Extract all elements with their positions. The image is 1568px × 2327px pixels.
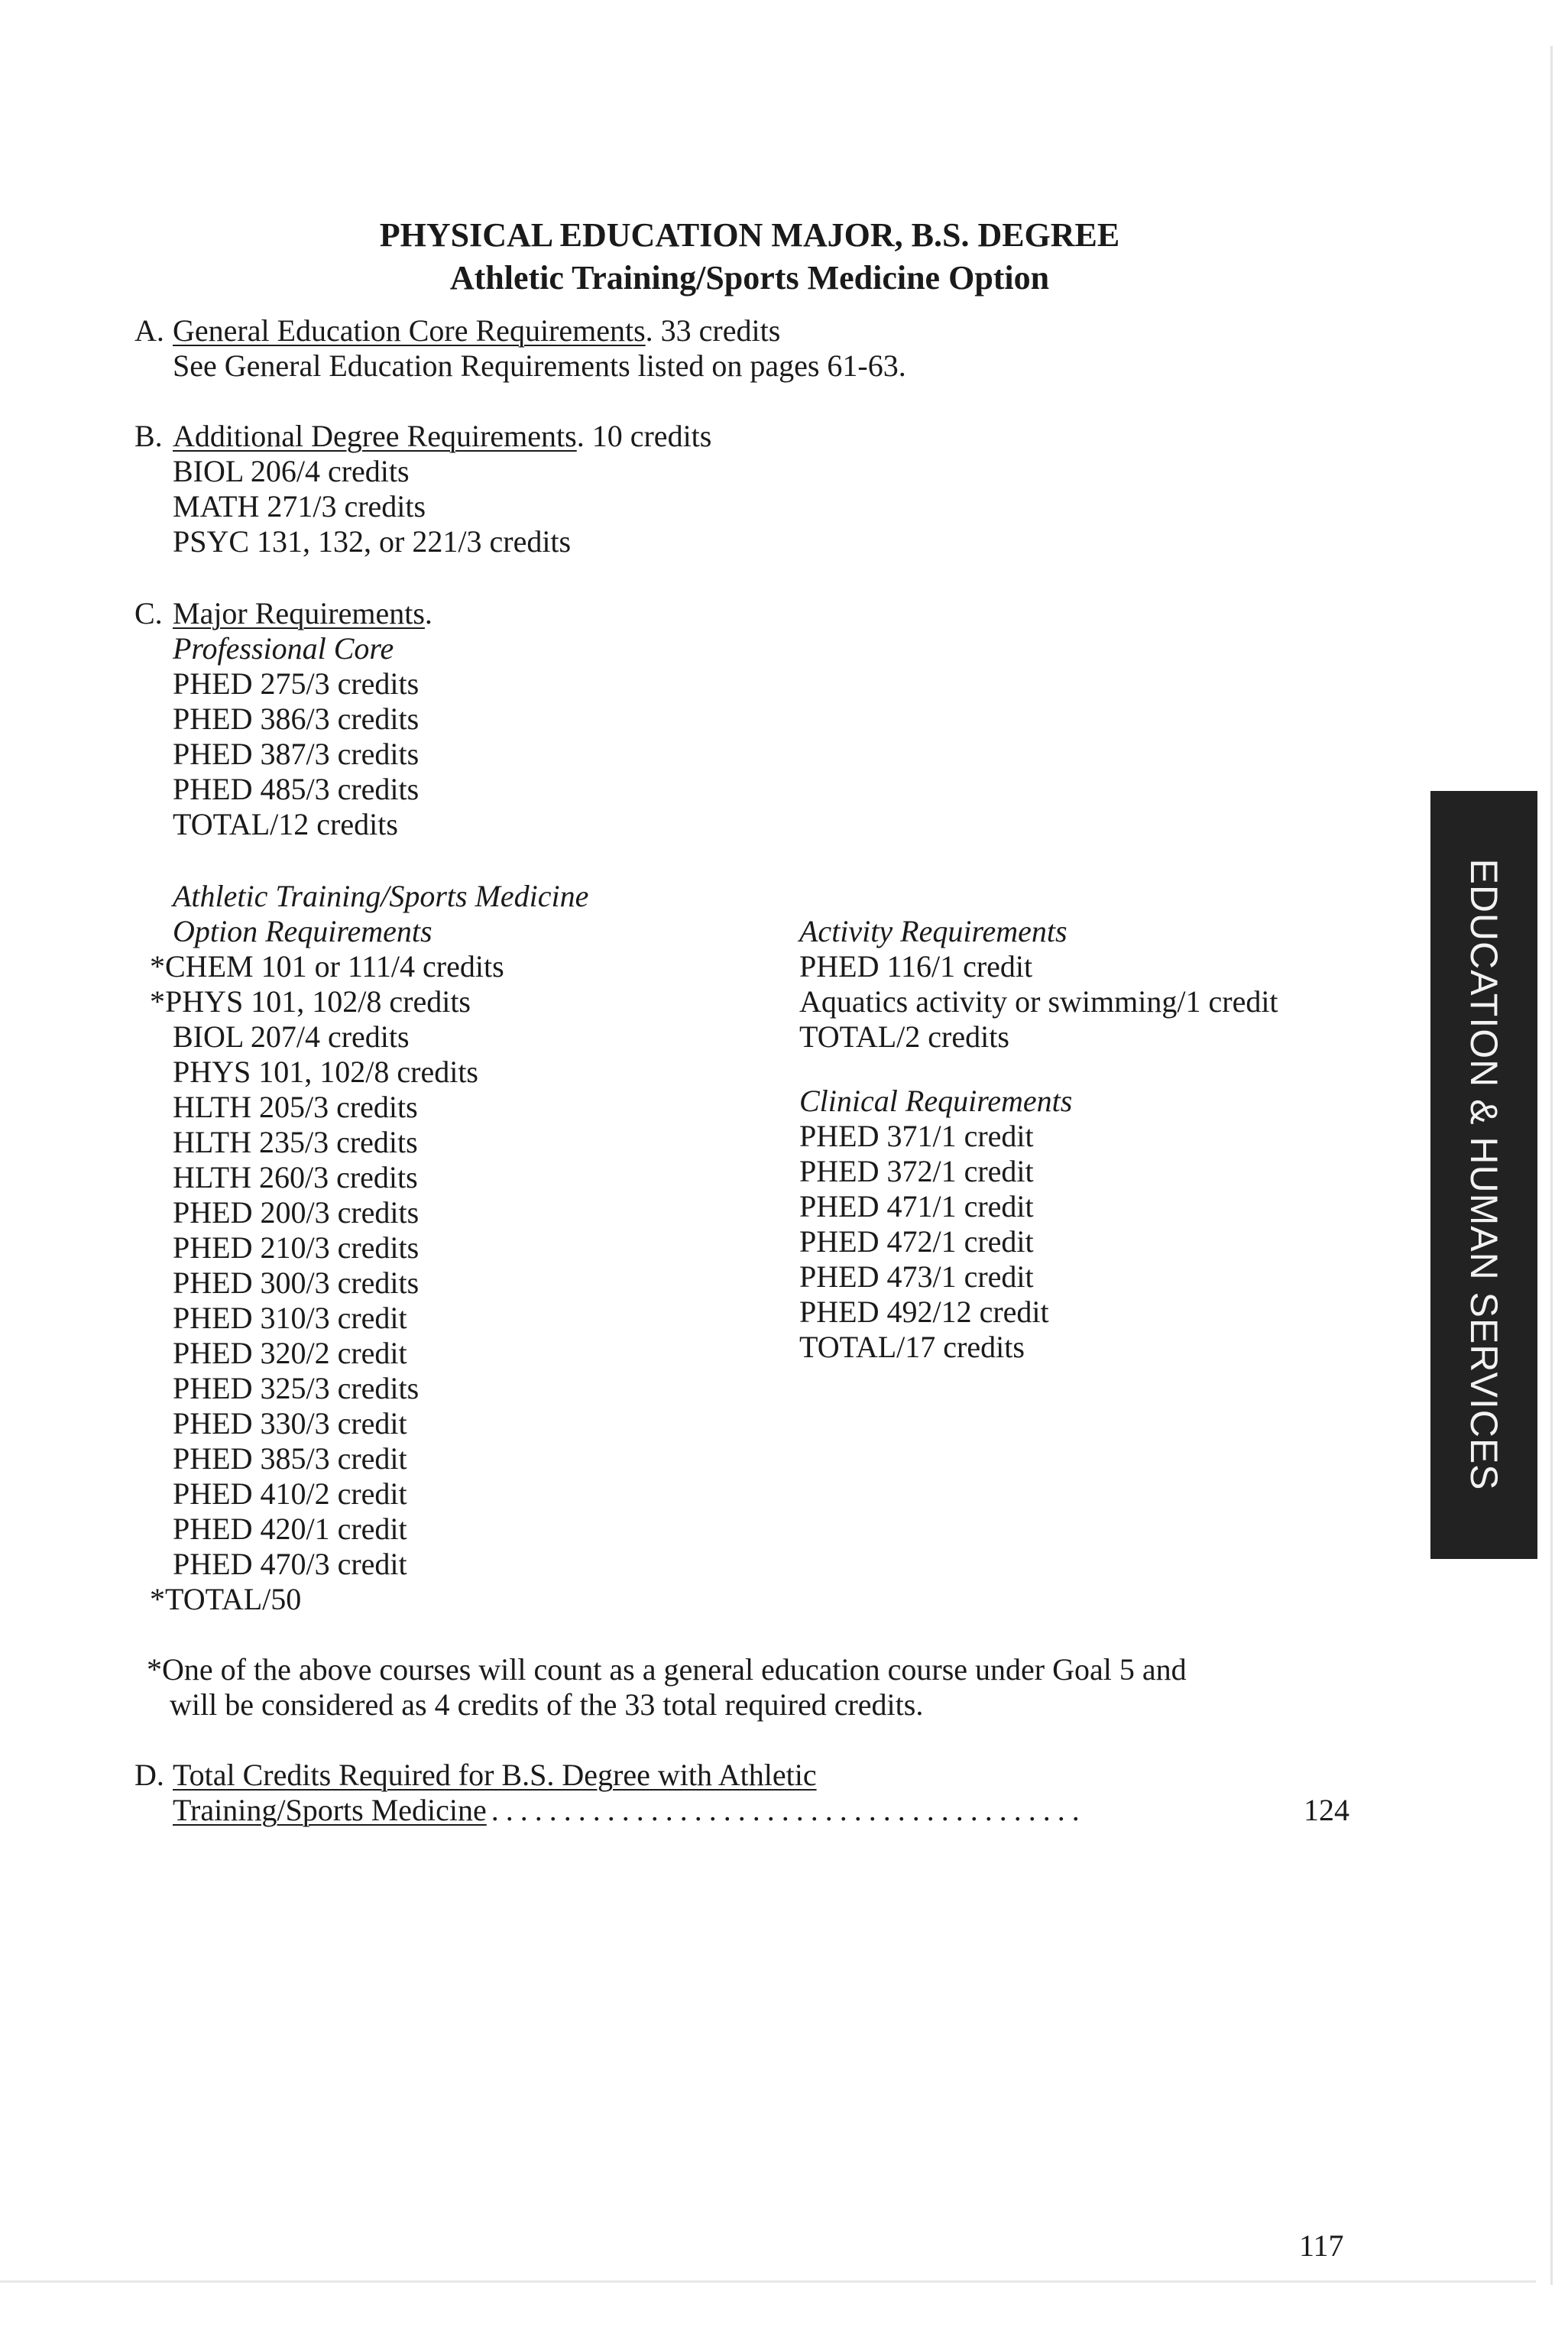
footnote-line: *One of the above courses will count as a general education course under Goal 5 and: [147, 1652, 1187, 1687]
section-heading: General Education Core Requirements: [173, 313, 646, 348]
list-item: PHED 410/2 credit: [173, 1476, 407, 1511]
list-item: PHED 492/12 credit: [799, 1295, 1049, 1329]
list-item: Aquatics activity or swimming/1 credit: [799, 984, 1278, 1019]
total-credits-value: 124: [1304, 1793, 1349, 1827]
page-title: [0, 214, 1568, 300]
list-item: PHED 330/3 credit: [173, 1406, 407, 1441]
list-item: PSYC 131, 132, or 221/3 credits: [173, 524, 572, 559]
section-a: [134, 313, 906, 384]
section-heading: Training/Sports Medicine: [173, 1793, 487, 1827]
dot-leader: .........................................: [491, 1793, 1087, 1827]
list-item: BIOL 207/4 credits: [173, 1019, 410, 1054]
subsection-label: Option Requirements: [173, 914, 432, 948]
list-item: PHED 485/3 credits: [173, 772, 420, 806]
section-letter: D.: [134, 1758, 164, 1792]
section-note: See General Education Requirements listed on pages 61-63.: [173, 348, 906, 383]
total-credits-line: [173, 1793, 1349, 1828]
list-item: PHED 420/1 credit: [173, 1512, 407, 1546]
section-heading-suffix: .: [424, 596, 432, 630]
list-item: PHED 470/3 credit: [173, 1547, 407, 1581]
list-item: PHED 300/3 credits: [173, 1266, 420, 1300]
list-item: PHED 386/3 credits: [173, 702, 420, 736]
subsection-label: Clinical Requirements: [799, 1084, 1073, 1118]
section-heading: Major Requirements: [173, 596, 425, 630]
list-item: PHED 325/3 credits: [173, 1371, 420, 1405]
section-heading: Additional Degree Requirements: [173, 419, 577, 453]
option-requirements: [150, 879, 589, 1617]
list-item: HLTH 235/3 credits: [173, 1125, 418, 1159]
section-d: [134, 1758, 1349, 1828]
section-heading: Total Credits Required for B.S. Degree with Athletic: [173, 1758, 817, 1792]
list-item: PHED 471/1 credit: [799, 1189, 1034, 1223]
list-item: MATH 271/3 credits: [173, 489, 426, 523]
section-letter: C.: [134, 596, 163, 630]
list-item: TOTAL/17 credits: [799, 1330, 1025, 1364]
footnote: [147, 1652, 1187, 1723]
list-item: HLTH 260/3 credits: [173, 1160, 418, 1194]
list-item: *PHYS 101, 102/8 credits: [150, 984, 471, 1019]
list-item: PHED 387/3 credits: [173, 737, 420, 771]
page-edge: [0, 2280, 1536, 2283]
list-item: PHED 320/2 credit: [173, 1336, 407, 1370]
list-item: PHED 385/3 credit: [173, 1441, 407, 1476]
list-item: PHED 210/3 credits: [173, 1230, 420, 1265]
side-tab-label: EDUCATION & HUMAN SERVICES: [1463, 858, 1505, 1491]
subsection-label: Professional Core: [173, 631, 394, 666]
section-letter: A.: [134, 313, 164, 348]
section-c: [134, 596, 432, 842]
section-credits: . 10 credits: [576, 419, 712, 453]
list-item: *CHEM 101 or 111/4 credits: [150, 949, 504, 984]
list-item: PHED 116/1 credit: [799, 949, 1033, 984]
section-credits: . 33 credits: [645, 313, 781, 348]
clinical-requirements: [799, 1084, 1072, 1365]
title-option: Athletic Training/Sports Medicine Option: [449, 259, 1050, 297]
list-item: PHED 371/1 credit: [799, 1119, 1034, 1153]
footnote-line: will be considered as 4 credits of the 33 total required credits.: [170, 1687, 924, 1722]
list-item: PHED 472/1 credit: [799, 1224, 1034, 1259]
section-letter: B.: [134, 419, 163, 453]
list-item: PHED 473/1 credit: [799, 1259, 1034, 1294]
list-item: TOTAL/12 credits: [173, 807, 398, 841]
list-item: HLTH 205/3 credits: [173, 1090, 418, 1124]
section-b: [134, 419, 711, 559]
subsection-label: Athletic Training/Sports Medicine: [173, 879, 589, 913]
title-main: PHYSICAL EDUCATION MAJOR, B.S. DEGREE: [379, 216, 1120, 254]
page-edge: [1550, 46, 1553, 2285]
list-item: PHED 200/3 credits: [173, 1195, 420, 1230]
side-tab: [1430, 791, 1537, 1559]
list-item: PHED 372/1 credit: [799, 1154, 1034, 1188]
subsection-label: Activity Requirements: [799, 914, 1067, 948]
list-item: PHYS 101, 102/8 credits: [173, 1055, 478, 1089]
list-item: PHED 275/3 credits: [173, 666, 420, 701]
list-item: BIOL 206/4 credits: [173, 454, 410, 488]
activity-requirements: [799, 914, 1278, 1055]
list-item: PHED 310/3 credit: [173, 1301, 407, 1335]
list-item: *TOTAL/50: [150, 1582, 302, 1616]
page-number: 117: [1299, 2228, 1344, 2263]
list-item: TOTAL/2 credits: [799, 1019, 1009, 1054]
